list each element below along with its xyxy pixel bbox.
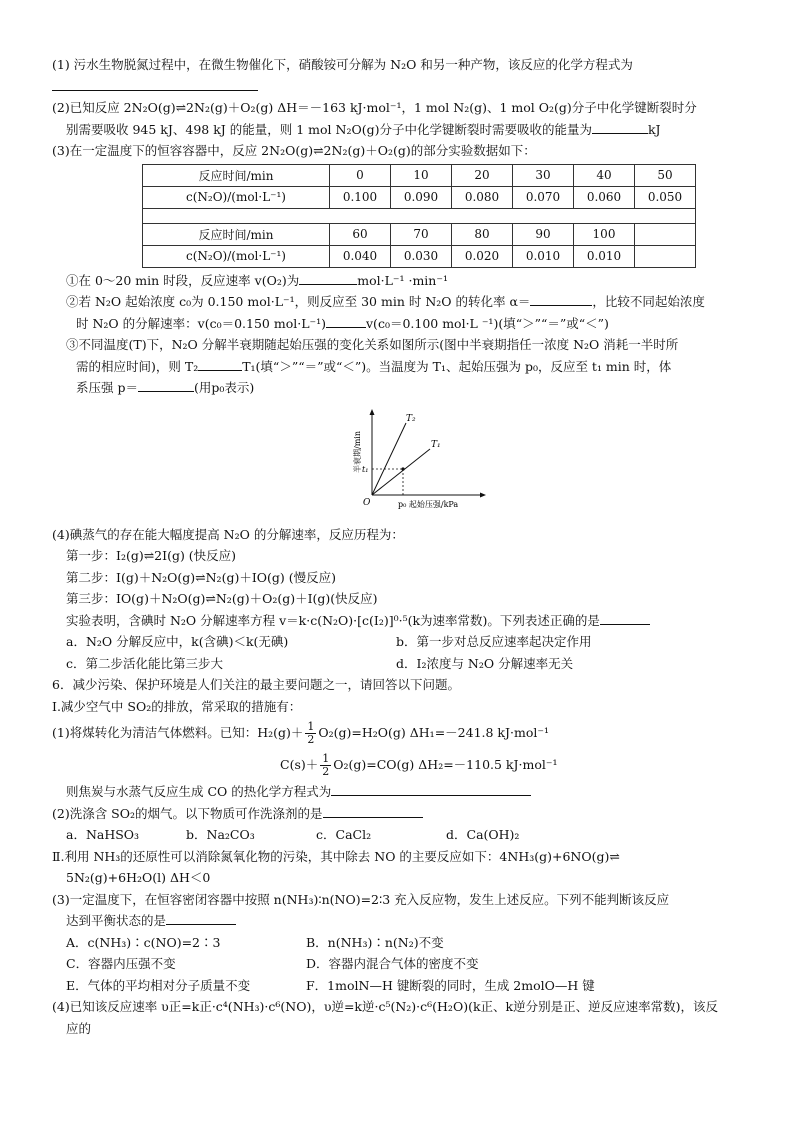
table-cell: 40 [574, 164, 635, 186]
q3-data-table [142, 164, 696, 268]
q3-sub2-line1 [52, 291, 742, 313]
label-t1: T₁ [431, 439, 441, 450]
answer-blank[interactable] [198, 356, 242, 371]
q6-part-i: Ⅰ.减少空气中 SO₂的排放，常采取的措施有： [52, 698, 302, 714]
table-cell [635, 223, 696, 245]
line-t1 [372, 449, 430, 495]
q6-s3-text: 达到平衡状态的是 [66, 913, 167, 928]
answer-blank[interactable] [331, 781, 531, 796]
x-axis-arrow [480, 492, 486, 497]
table-cell: 30 [513, 164, 574, 186]
q6-s3-option-e: E．气体的平均相对分子质量不变 [66, 977, 251, 993]
table-cell: 0.070 [513, 186, 574, 208]
q2-line2 [52, 119, 742, 141]
table-cell: 0.100 [330, 186, 391, 208]
table-cell: 0.050 [635, 186, 696, 208]
table-cell: 90 [513, 223, 574, 245]
q4-expr [52, 610, 742, 632]
q6-s1-text: (1)将煤转化为清洁气体燃料。已知：H₂(g)＋ [52, 725, 304, 740]
answer-blank[interactable] [326, 313, 366, 328]
q3-sub1-text: ①在 0～20 min 时段，反应速率 v(O₂)为 [66, 272, 300, 288]
q6-s1-text4: O₂(g)=CO(g) ΔH₂=－110.5 kJ·mol⁻¹ [333, 757, 558, 772]
q3-sub2-line2 [52, 313, 742, 335]
table-cell: 0.010 [513, 245, 574, 267]
q6-s1-text5: 则焦炭与水蒸气反应生成 CO 的热化学方程式为 [66, 784, 332, 799]
q6-s3-option-c: C．容器内压强不变 [66, 956, 176, 971]
table-cell: 0.040 [330, 245, 391, 267]
q6-s2-option-b: b．Na₂CO₃ [186, 827, 255, 842]
q6-s2-option-a: a．NaHSO₃ [66, 827, 140, 842]
label-t1-time: t₁ [362, 464, 369, 474]
answer-blank[interactable] [166, 910, 236, 925]
q3-sub3-text2: T₁(填“＞”“＝”或“＜”)。当温度为 T₁、起始压强为 p₀，反应至 t₁ min 时，体 [242, 358, 672, 374]
q4-option-c: c．第二步活化能比第三步大 [66, 655, 224, 671]
q6-s3-option-d: D．容器内混合气体的密度不变 [306, 956, 479, 971]
table-cell: 60 [330, 223, 391, 245]
q4-step1: 第一步：I₂(g)⇌2I(g) (快反应) [66, 548, 237, 563]
answer-blank[interactable] [299, 270, 357, 285]
q3-sub2-text: ②若 N₂O 起始浓度 c₀为 0.150 mol·L⁻¹，则反应至 30 min 时 N₂O 的转化率 α＝ [66, 294, 531, 309]
q6-s4-line1: (4)已知该反应速率 υ正=k正·c⁴(NH₃)·c⁶(NO)，υ逆=k逆·c⁵(N₂)·c⁶(H₂O)(k正、k逆分别是正、逆反应速率常数)，该反 [52, 999, 718, 1014]
table-cell [635, 245, 696, 267]
table-header-cell: c(N₂O)/(mol·L⁻¹) [143, 245, 330, 267]
q6-s3-option-f: F．1molN—H 键断裂的同时，生成 2molO—H 键 [306, 977, 595, 993]
answer-blank[interactable] [592, 119, 648, 134]
q1-answer-line [52, 76, 742, 98]
table-spacer-row [143, 208, 696, 223]
q3-sub2-text3: 时 N₂O 的分解速率：v(c₀＝0.150 mol·L⁻¹) [76, 315, 326, 331]
q1-text: (1) 污水生物脱氮过程中，在微生物催化下，硝酸铵可分解为 N₂O 和另一种产物，该反应的化学方程式为 [52, 57, 633, 72]
table-cell: 0.020 [452, 245, 513, 267]
q3-sub1-unit: mol·L⁻¹ ·min⁻¹ [357, 272, 448, 288]
q3-sub3-text3: 系压强 p＝ [76, 380, 138, 395]
table-header-cell: c(N₂O)/(mol·L⁻¹) [143, 186, 330, 208]
q6-s4-line2: 应的 [66, 1020, 92, 1036]
table-cell: 20 [452, 164, 513, 186]
q3-sub3-text4: (用p₀表示) [193, 380, 255, 395]
q4-expr-text: 实验表明，含碘时 N₂O 分解速率方程 v＝k·c(N₂O)·[c(I₂)]⁰·⁵(k为速率常数)。下列表述正确的是 [66, 612, 600, 628]
label-origin: O [363, 497, 371, 508]
q3-sub1 [52, 270, 742, 292]
q6-part-ii-line2: 5N₂(g)+6H₂O(l) ΔH＜0 [66, 870, 211, 885]
answer-blank[interactable] [600, 610, 650, 625]
q4-option-b: b．第一步对总反应速率起决定作用 [396, 634, 592, 649]
q6-s2 [52, 803, 742, 825]
q4-intro: (4)碘蒸气的存在能大幅度提高 N₂O 的分解速率，反应历程为： [52, 526, 404, 542]
q3-sub3-text: 需的相应时间)，则 T₂ [76, 358, 199, 374]
table-header-cell: 反应时间/min [143, 223, 330, 245]
table-cell: 0.060 [574, 186, 635, 208]
q3-sub3-line1: ③不同温度(T)下，N₂O 分解半衰期随起始压强的变化关系如图所示(图中半衰期指任一浓度 N₂O 消耗一半时所 [66, 337, 679, 352]
q6-s3-options-row3 [52, 975, 742, 997]
q6-s3-option-a: A．c(NH₃)∶c(NO)=2∶3 [66, 934, 221, 950]
answer-blank[interactable] [138, 377, 194, 392]
line-t2 [372, 423, 406, 495]
q6-part-ii-line1: Ⅱ.利用 NH₃的还原性可以消除氮氧化物的污染，其中除去 NO 的主要反应如下：4NH₃(g)+6NO(g)⇌ [52, 848, 620, 864]
intersection-point [401, 467, 404, 470]
q3-intro: (3)在一定温度下的恒容容器中，反应 2N₂O(g)⇌2N₂(g)＋O₂(g)的部分实验数据如下： [52, 143, 536, 158]
table-cell: 0.030 [391, 245, 452, 267]
label-y-axis: 半衰期/min [353, 430, 362, 473]
q3-sub2-text4: v(c₀＝0.100 mol·L ⁻¹)(填“＞”“＝”或“＜”) [366, 315, 609, 331]
q6-s1-eq1 [52, 717, 742, 749]
q6-s1-text2: O₂(g)=H₂O(g) ΔH₁=－241.8 kJ·mol⁻¹ [318, 725, 549, 740]
q3-sub2-text2: ，比较不同起始浓度 [592, 294, 705, 309]
q3-sub3-line2 [52, 356, 742, 378]
q3-sub3-line3 [52, 377, 742, 399]
q6-s2-text: (2)洗涤含 SO₂的烟气。以下物质可作洗涤剂的是 [52, 805, 323, 821]
q6-s3-options-row2 [52, 953, 742, 975]
table-cell: 0.090 [391, 186, 452, 208]
q6-s2-option-d: d．Ca(OH)₂ [446, 827, 520, 842]
label-t2: T₂ [406, 413, 416, 424]
y-axis-arrow [370, 409, 375, 415]
table-cell: 0.080 [452, 186, 513, 208]
q4-option-d: d．I₂浓度与 N₂O 分解速率无关 [396, 655, 574, 671]
q2-text: 别需要吸收 945 kJ、498 kJ 的能量，则 1 mol N₂O(g)分子中化学键断裂时需要吸收的能量为 [66, 121, 592, 137]
q4-options-row1 [52, 631, 742, 653]
q6-s3-options-row1 [52, 932, 742, 954]
table-header-cell: 反应时间/min [143, 164, 330, 186]
q6-s2-option-c: c．CaCl₂ [316, 827, 372, 842]
worksheet-page [52, 54, 742, 1039]
q6-s3-line2 [52, 910, 742, 932]
q4-options-row2 [52, 653, 742, 675]
table-cell: 50 [635, 164, 696, 186]
q6-s1-question [52, 781, 742, 803]
q6-s1-eq2 [52, 749, 742, 781]
answer-blank[interactable] [530, 291, 592, 306]
fraction-half: $\frac{1}{2}$ [322, 752, 330, 778]
q4-step3: 第三步：IO(g)＋N₂O(g)⇌N₂(g)＋O₂(g)＋I(g)(快反应) [66, 591, 378, 606]
q6-s3-line1: (3)一定温度下，在恒容密闭容器中按照 n(NH₃)∶n(NO)=2∶3 充入反应物，发生上述反应。下列不能判断该反应 [52, 891, 670, 907]
table-cell: 80 [452, 223, 513, 245]
answer-blank[interactable] [52, 76, 258, 91]
q6-s3-option-b: B．n(NH₃)∶n(N₂)不变 [306, 934, 444, 950]
q2-line1: (2)已知反应 2N₂O(g)⇌2N₂(g)＋O₂(g) ΔH＝－163 kJ·mol⁻¹，1 mol N₂(g)、1 mol O₂(g)分子中化学键断裂时分 [52, 100, 697, 115]
table-cell: 0.010 [574, 245, 635, 267]
table-cell: 10 [391, 164, 452, 186]
table-cell: 0 [330, 164, 391, 186]
q6-title: 6．减少污染、保护环境是人们关注的最主要问题之一，请回答以下问题。 [52, 677, 460, 692]
q4-option-a: a．N₂O 分解反应中，k(含碘)＜k(无碘) [66, 634, 289, 649]
answer-blank[interactable] [323, 803, 423, 818]
half-life-graph [332, 405, 492, 517]
table-cell: 70 [391, 223, 452, 245]
table-cell: 100 [574, 223, 635, 245]
q6-s2-options [52, 824, 742, 846]
label-x-axis: p₀ 起始压强/kPa [398, 499, 459, 509]
q2-unit: kJ [647, 121, 661, 137]
q6-s1-text3: C(s)＋ [280, 757, 319, 772]
q4-step2: 第二步：I(g)＋N₂O(g)⇌N₂(g)＋IO(g) (慢反应) [66, 569, 336, 585]
fraction-half: $\frac{1}{2}$ [307, 720, 315, 746]
